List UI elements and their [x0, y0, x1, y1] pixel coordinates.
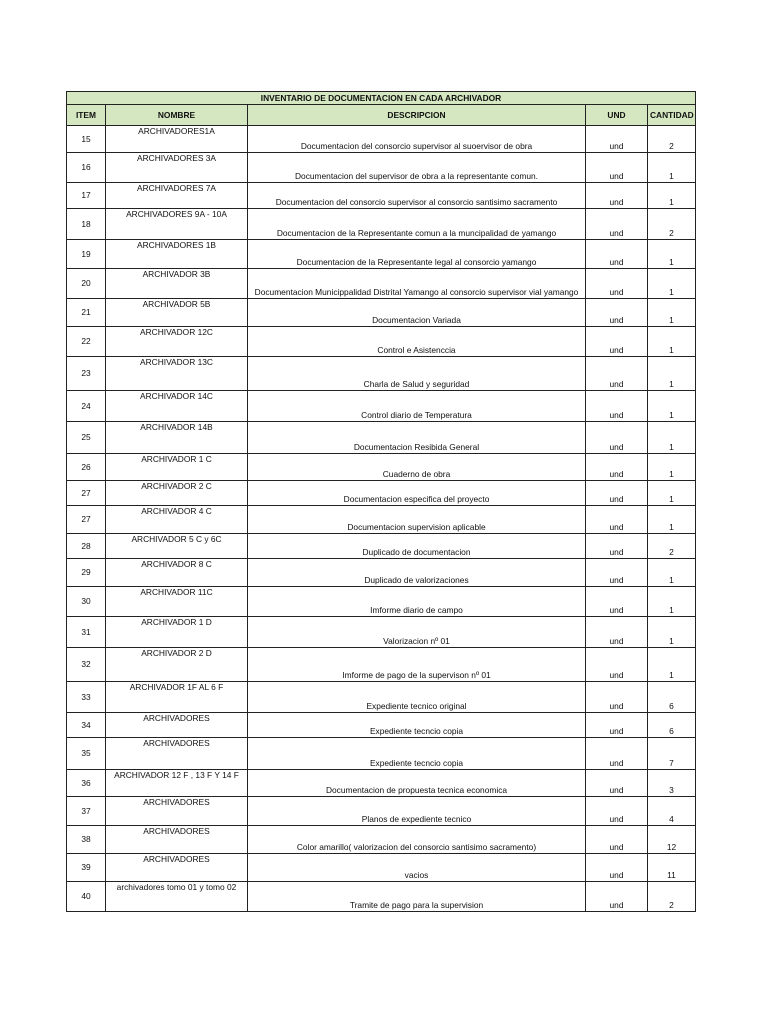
table-row — [67, 240, 696, 269]
table-row — [67, 391, 696, 422]
cell-descripcion: Documentacion del supervisor de obra a la representante comun. — [248, 153, 586, 183]
cell-descripcion: Expediente tecncio copia — [248, 713, 586, 738]
cell-nombre: ARCHIVADOR 2 D — [106, 648, 248, 682]
table-row — [67, 357, 696, 391]
cell-und: und — [586, 682, 648, 713]
cell-nombre: ARCHIVADOR 1 D — [106, 617, 248, 648]
header-descripcion: DESCRIPCION — [248, 105, 586, 126]
cell-und: und — [586, 153, 648, 183]
cell-descripcion: Documentacion Municippalidad Distrital Yamango al consorcio supervisor vial yamango — [248, 269, 586, 299]
title-row — [67, 92, 696, 105]
inventory-table — [66, 91, 696, 912]
cell-item: 27 — [67, 481, 106, 506]
table-row — [67, 153, 696, 183]
cell-cantidad: 6 — [648, 713, 696, 738]
cell-item: 25 — [67, 422, 106, 454]
cell-und: und — [586, 299, 648, 327]
cell-nombre: ARCHIVADORES — [106, 738, 248, 770]
cell-descripcion: Documentacion de la Representante legal al consorcio yamango — [248, 240, 586, 269]
cell-nombre: ARCHIVADOR 2 C — [106, 481, 248, 506]
cell-und: und — [586, 534, 648, 559]
table-row — [67, 713, 696, 738]
cell-und: und — [586, 738, 648, 770]
cell-item: 17 — [67, 183, 106, 209]
cell-nombre: ARCHIVADORES — [106, 826, 248, 854]
cell-descripcion: Documentacion supervision aplicable — [248, 506, 586, 534]
cell-nombre: ARCHIVADOR 5 C y 6C — [106, 534, 248, 559]
table-title: INVENTARIO DE DOCUMENTACION EN CADA ARCHIVADOR — [67, 92, 696, 105]
cell-und: und — [586, 391, 648, 422]
cell-und: und — [586, 454, 648, 481]
cell-cantidad: 2 — [648, 209, 696, 240]
cell-descripcion: Documentacion especifica del proyecto — [248, 481, 586, 506]
cell-cantidad: 1 — [648, 183, 696, 209]
cell-und: und — [586, 240, 648, 269]
header-row — [67, 105, 696, 126]
cell-und: und — [586, 209, 648, 240]
cell-nombre: archivadores tomo 01 y tomo 02 — [106, 882, 248, 912]
cell-descripcion: Imforme diario de campo — [248, 587, 586, 617]
cell-und: und — [586, 826, 648, 854]
cell-item: 29 — [67, 559, 106, 587]
cell-cantidad: 7 — [648, 738, 696, 770]
cell-descripcion: Documentacion Variada — [248, 299, 586, 327]
cell-und: und — [586, 559, 648, 587]
cell-item: 22 — [67, 327, 106, 357]
cell-descripcion: Documentacion de propuesta tecnica economica — [248, 770, 586, 797]
cell-cantidad: 2 — [648, 882, 696, 912]
header-und: UND — [586, 105, 648, 126]
cell-und: und — [586, 327, 648, 357]
table-row — [67, 738, 696, 770]
cell-und: und — [586, 422, 648, 454]
cell-cantidad: 11 — [648, 854, 696, 882]
cell-cantidad: 4 — [648, 797, 696, 826]
cell-descripcion: Duplicado de documentacion — [248, 534, 586, 559]
cell-cantidad: 1 — [648, 648, 696, 682]
cell-nombre: ARCHIVADOR 12C — [106, 327, 248, 357]
cell-cantidad: 1 — [648, 617, 696, 648]
cell-cantidad: 2 — [648, 534, 696, 559]
cell-descripcion: Control e Asistenccia — [248, 327, 586, 357]
cell-item: 18 — [67, 209, 106, 240]
cell-und: und — [586, 587, 648, 617]
cell-cantidad: 1 — [648, 357, 696, 391]
table-row — [67, 183, 696, 209]
cell-und: und — [586, 126, 648, 153]
cell-item: 37 — [67, 797, 106, 826]
table-row — [67, 126, 696, 153]
cell-cantidad: 1 — [648, 269, 696, 299]
table-row — [67, 209, 696, 240]
header-cantidad: CANTIDAD — [648, 105, 696, 126]
cell-item: 39 — [67, 854, 106, 882]
cell-nombre: ARCHIVADOR 12 F , 13 F Y 14 F — [106, 770, 248, 797]
cell-cantidad: 1 — [648, 587, 696, 617]
table-row — [67, 854, 696, 882]
cell-descripcion: Imforme de pago de la supervison nº 01 — [248, 648, 586, 682]
cell-item: 23 — [67, 357, 106, 391]
cell-und: und — [586, 713, 648, 738]
cell-cantidad: 2 — [648, 126, 696, 153]
cell-item: 36 — [67, 770, 106, 797]
cell-cantidad: 1 — [648, 391, 696, 422]
cell-cantidad: 1 — [648, 153, 696, 183]
cell-nombre: ARCHIVADOR 5B — [106, 299, 248, 327]
table-row — [67, 506, 696, 534]
cell-cantidad: 1 — [648, 506, 696, 534]
table-row — [67, 269, 696, 299]
cell-und: und — [586, 854, 648, 882]
cell-descripcion: Documentacion del consorcio supervisor al suoervisor de obra — [248, 126, 586, 153]
cell-und: und — [586, 617, 648, 648]
cell-item: 33 — [67, 682, 106, 713]
cell-nombre: ARCHIVADOR 14B — [106, 422, 248, 454]
cell-und: und — [586, 797, 648, 826]
cell-nombre: ARCHIVADOR 1 C — [106, 454, 248, 481]
cell-cantidad: 6 — [648, 682, 696, 713]
cell-descripcion: Documentacion de la Representante comun a la muncipalidad de yamango — [248, 209, 586, 240]
cell-und: und — [586, 648, 648, 682]
cell-nombre: ARCHIVADORES1A — [106, 126, 248, 153]
header-nombre: NOMBRE — [106, 105, 248, 126]
cell-item: 26 — [67, 454, 106, 481]
cell-nombre: ARCHIVADOR 14C — [106, 391, 248, 422]
cell-descripcion: Valorizacion nº 01 — [248, 617, 586, 648]
cell-item: 27 — [67, 506, 106, 534]
cell-item: 34 — [67, 713, 106, 738]
table-row — [67, 299, 696, 327]
cell-item: 32 — [67, 648, 106, 682]
cell-item: 30 — [67, 587, 106, 617]
table-row — [67, 481, 696, 506]
table-row — [67, 648, 696, 682]
table-row — [67, 797, 696, 826]
cell-cantidad: 1 — [648, 240, 696, 269]
cell-cantidad: 12 — [648, 826, 696, 854]
cell-descripcion: Color amarillo( valorizacion del consorcio santisimo sacramento) — [248, 826, 586, 854]
cell-nombre: ARCHIVADORES 7A — [106, 183, 248, 209]
cell-und: und — [586, 183, 648, 209]
cell-cantidad: 1 — [648, 454, 696, 481]
table-row — [67, 682, 696, 713]
cell-descripcion: Control diario de Temperatura — [248, 391, 586, 422]
cell-descripcion: Documentacion del consorcio supervisor al consorcio santisimo sacramento — [248, 183, 586, 209]
cell-item: 24 — [67, 391, 106, 422]
header-item: ITEM — [67, 105, 106, 126]
cell-descripcion: Tramite de pago para la supervision — [248, 882, 586, 912]
cell-descripcion: Duplicado de valorizaciones — [248, 559, 586, 587]
cell-item: 38 — [67, 826, 106, 854]
table-row — [67, 882, 696, 912]
cell-cantidad: 1 — [648, 559, 696, 587]
cell-nombre: ARCHIVADOR 8 C — [106, 559, 248, 587]
cell-nombre: ARCHIVADORES 1B — [106, 240, 248, 269]
table-row — [67, 826, 696, 854]
cell-item: 15 — [67, 126, 106, 153]
table-row — [67, 327, 696, 357]
table-row — [67, 454, 696, 481]
cell-item: 20 — [67, 269, 106, 299]
cell-nombre: ARCHIVADOR 13C — [106, 357, 248, 391]
table-row — [67, 587, 696, 617]
cell-nombre: ARCHIVADORES — [106, 713, 248, 738]
cell-descripcion: Planos de expediente tecnico — [248, 797, 586, 826]
cell-cantidad: 1 — [648, 481, 696, 506]
cell-nombre: ARCHIVADOR 3B — [106, 269, 248, 299]
cell-descripcion: Cuaderno de obra — [248, 454, 586, 481]
cell-und: und — [586, 269, 648, 299]
cell-cantidad: 1 — [648, 422, 696, 454]
table-row — [67, 617, 696, 648]
cell-descripcion: Expediente tecncio copia — [248, 738, 586, 770]
cell-item: 40 — [67, 882, 106, 912]
cell-nombre: ARCHIVADORES 9A - 10A — [106, 209, 248, 240]
cell-nombre: ARCHIVADOR 4 C — [106, 506, 248, 534]
cell-nombre: ARCHIVADOR 11C — [106, 587, 248, 617]
cell-item: 19 — [67, 240, 106, 269]
cell-item: 21 — [67, 299, 106, 327]
cell-cantidad: 1 — [648, 327, 696, 357]
cell-item: 31 — [67, 617, 106, 648]
cell-und: und — [586, 882, 648, 912]
cell-descripcion: Documentacion Resibida General — [248, 422, 586, 454]
cell-item: 16 — [67, 153, 106, 183]
cell-descripcion: Expediente tecnico original — [248, 682, 586, 713]
table-body — [67, 126, 696, 912]
cell-descripcion: Charla de Salud y seguridad — [248, 357, 586, 391]
cell-item: 35 — [67, 738, 106, 770]
cell-und: und — [586, 357, 648, 391]
cell-nombre: ARCHIVADORES — [106, 854, 248, 882]
cell-item: 28 — [67, 534, 106, 559]
table-row — [67, 534, 696, 559]
cell-nombre: ARCHIVADOR 1F AL 6 F — [106, 682, 248, 713]
cell-cantidad: 1 — [648, 299, 696, 327]
cell-descripcion: vacios — [248, 854, 586, 882]
cell-und: und — [586, 770, 648, 797]
table-row — [67, 770, 696, 797]
cell-cantidad: 3 — [648, 770, 696, 797]
table-row — [67, 422, 696, 454]
cell-und: und — [586, 506, 648, 534]
table-row — [67, 559, 696, 587]
cell-und: und — [586, 481, 648, 506]
cell-nombre: ARCHIVADORES 3A — [106, 153, 248, 183]
cell-nombre: ARCHIVADORES — [106, 797, 248, 826]
